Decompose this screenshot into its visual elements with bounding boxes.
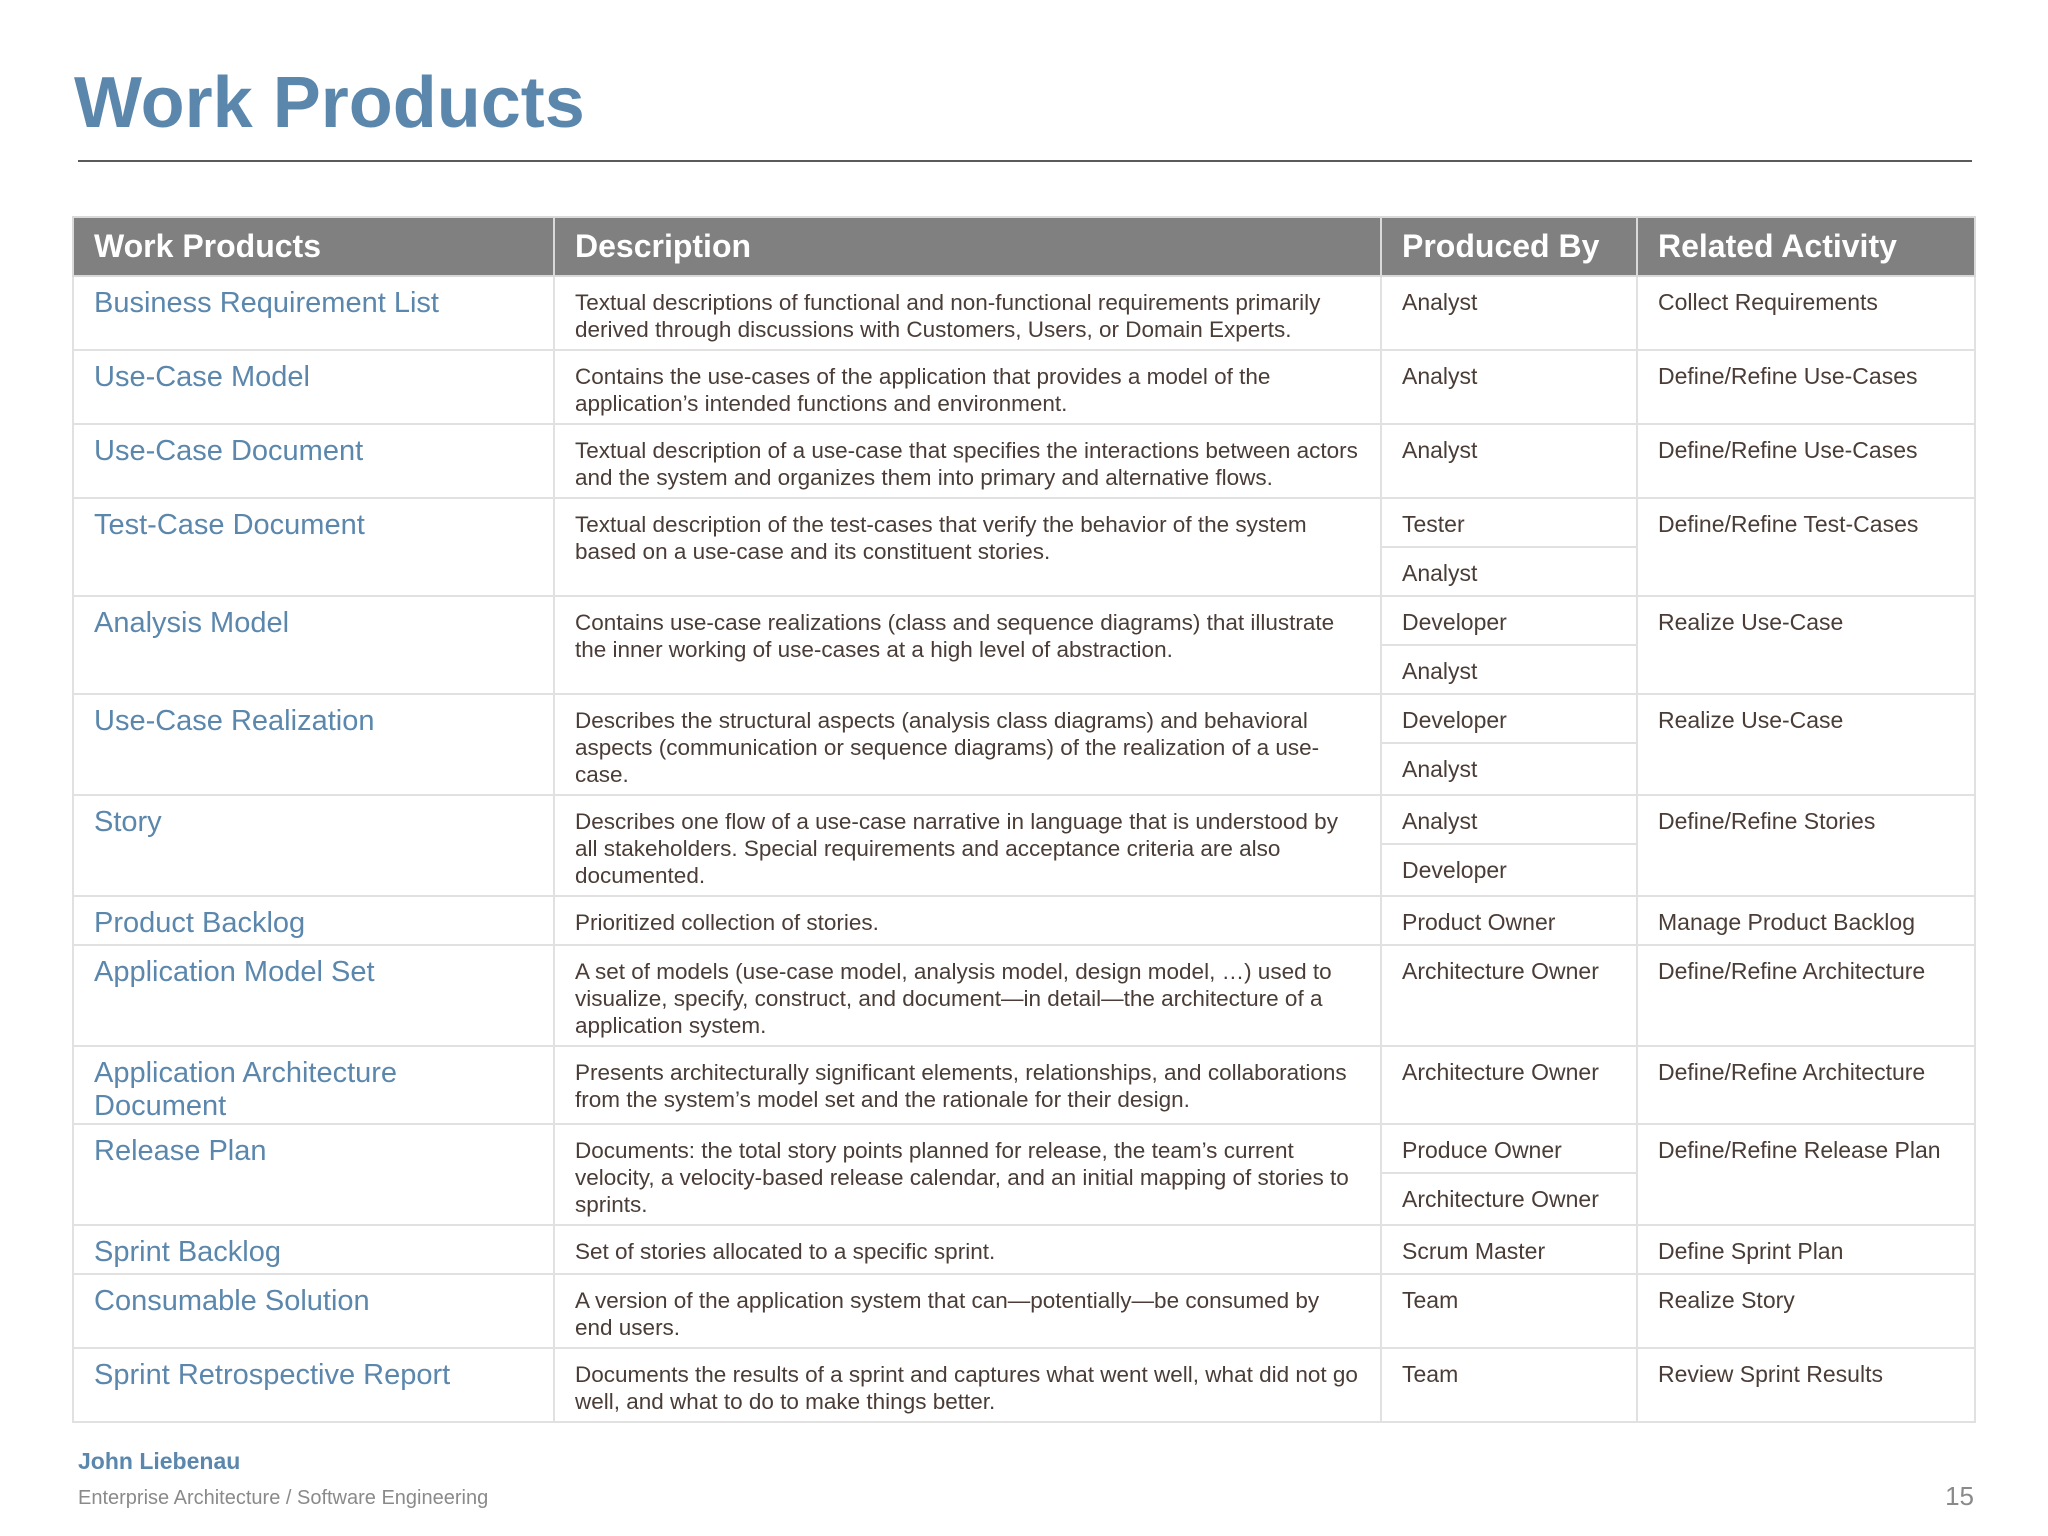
work-product-name: Use-Case Model — [73, 350, 554, 424]
produced-by-role: Analyst — [1402, 363, 1478, 389]
work-product-description: Documents the results of a sprint and captures what went well, what did not go well, and what to do to make things better. — [554, 1348, 1381, 1422]
related-activity: Collect Requirements — [1637, 276, 1975, 350]
work-product-description: Presents architecturally significant elements, relationships, and collaborations from the system’s model set and the rationale for their design. — [554, 1046, 1381, 1124]
produced-by-cell — [1381, 596, 1637, 694]
related-activity: Define/Refine Architecture — [1637, 945, 1975, 1046]
header-work-products: Work Products — [73, 217, 554, 276]
related-activity: Define/Refine Stories — [1637, 795, 1975, 896]
table-row — [73, 498, 1975, 596]
table-body — [73, 276, 1975, 1422]
related-activity: Define/Refine Architecture — [1637, 1046, 1975, 1124]
produced-by-role: Tester — [1402, 511, 1465, 537]
header-description: Description — [554, 217, 1381, 276]
table-row — [73, 1274, 1975, 1348]
title-divider — [78, 160, 1972, 162]
produced-by-cell — [1381, 1274, 1637, 1348]
work-product-description: Set of stories allocated to a specific sprint. — [554, 1225, 1381, 1274]
table-row — [73, 424, 1975, 498]
produced-by-cell — [1381, 498, 1637, 596]
work-product-description: Textual description of a use-case that specifies the interactions between actors and the system and organizes them into primary and alternative flows. — [554, 424, 1381, 498]
produced-by-role: Analyst — [1402, 289, 1478, 315]
produced-by-role: Analyst — [1382, 742, 1636, 791]
related-activity: Realize Use-Case — [1637, 694, 1975, 795]
header-produced-by: Produced By — [1381, 217, 1637, 276]
produced-by-role: Developer — [1402, 609, 1507, 635]
produced-by-role: Architecture Owner — [1402, 1059, 1599, 1085]
table-row — [73, 350, 1975, 424]
produced-by-cell — [1381, 945, 1637, 1046]
work-product-description: Textual description of the test-cases that verify the behavior of the system based on a use-case and its constituent stories. — [554, 498, 1381, 596]
produced-by-cell — [1381, 350, 1637, 424]
table-row — [73, 694, 1975, 795]
header-related-activity: Related Activity — [1637, 217, 1975, 276]
work-product-name: Test-Case Document — [73, 498, 554, 596]
produced-by-role: Analyst — [1402, 808, 1478, 834]
produced-by-role: Analyst — [1382, 546, 1636, 595]
produced-by-cell — [1381, 276, 1637, 350]
related-activity: Define/Refine Release Plan — [1637, 1124, 1975, 1225]
work-product-name: Product Backlog — [73, 896, 554, 945]
footer-author: John Liebenau — [78, 1448, 241, 1474]
work-product-name: Analysis Model — [73, 596, 554, 694]
produced-by-role: Architecture Owner — [1382, 1172, 1636, 1221]
table-row — [73, 1225, 1975, 1274]
table-row — [73, 1046, 1975, 1124]
produced-by-role: Developer — [1382, 843, 1636, 892]
table-row — [73, 276, 1975, 350]
work-product-name: Consumable Solution — [73, 1274, 554, 1348]
related-activity: Review Sprint Results — [1637, 1348, 1975, 1422]
produced-by-role: Team — [1402, 1361, 1459, 1387]
work-product-name: Business Requirement List — [73, 276, 554, 350]
table-row — [73, 596, 1975, 694]
produced-by-cell — [1381, 1348, 1637, 1422]
work-product-name: Application Architecture Document — [73, 1046, 554, 1124]
produced-by-cell — [1381, 1124, 1637, 1225]
produced-by-cell — [1381, 424, 1637, 498]
produced-by-role: Analyst — [1382, 644, 1636, 693]
related-activity: Realize Use-Case — [1637, 596, 1975, 694]
produced-by-role: Developer — [1402, 707, 1507, 733]
work-product-description: A version of the application system that can—potentially—be consumed by end users. — [554, 1274, 1381, 1348]
produced-by-role: Scrum Master — [1402, 1238, 1546, 1264]
work-product-name: Use-Case Realization — [73, 694, 554, 795]
work-product-description: Textual descriptions of functional and non-functional requirements primarily derived through discussions with Customers, Users, or Domain Experts. — [554, 276, 1381, 350]
work-product-description: Describes the structural aspects (analysis class diagrams) and behavioral aspects (communication or sequence diagrams) of the realization of a use-case. — [554, 694, 1381, 795]
related-activity: Define/Refine Use-Cases — [1637, 424, 1975, 498]
related-activity: Define/Refine Use-Cases — [1637, 350, 1975, 424]
slide-title: Work Products — [74, 63, 585, 143]
related-activity: Realize Story — [1637, 1274, 1975, 1348]
produced-by-role: Product Owner — [1402, 909, 1556, 935]
produced-by-cell — [1381, 795, 1637, 896]
table-row — [73, 795, 1975, 896]
produced-by-role: Produce Owner — [1402, 1137, 1562, 1163]
work-product-description: Documents: the total story points planned for release, the team’s current velocity, a velocity-based release calendar, and an initial mapping of stories to sprints. — [554, 1124, 1381, 1225]
work-product-name: Release Plan — [73, 1124, 554, 1225]
produced-by-cell — [1381, 1046, 1637, 1124]
produced-by-role: Architecture Owner — [1402, 958, 1599, 984]
related-activity: Manage Product Backlog — [1637, 896, 1975, 945]
produced-by-cell — [1381, 1225, 1637, 1274]
work-product-description: Prioritized collection of stories. — [554, 896, 1381, 945]
footer-subtitle: Enterprise Architecture / Software Engineering — [78, 1487, 489, 1509]
table-header-row — [73, 217, 1975, 276]
work-product-name: Story — [73, 795, 554, 896]
produced-by-cell — [1381, 896, 1637, 945]
work-product-name: Sprint Retrospective Report — [73, 1348, 554, 1422]
page-number: 15 — [1945, 1481, 1974, 1511]
produced-by-cell — [1381, 694, 1637, 795]
table-row — [73, 945, 1975, 1046]
related-activity: Define/Refine Test-Cases — [1637, 498, 1975, 596]
work-product-name: Use-Case Document — [73, 424, 554, 498]
work-products-table — [72, 216, 1976, 1423]
work-product-name: Application Model Set — [73, 945, 554, 1046]
work-product-name: Sprint Backlog — [73, 1225, 554, 1274]
work-product-description: Contains the use-cases of the application that provides a model of the application’s intended functions and environment. — [554, 350, 1381, 424]
table-row — [73, 1348, 1975, 1422]
table-row — [73, 896, 1975, 945]
work-product-description: A set of models (use-case model, analysis model, design model, …) used to visualize, specify, construct, and document—in detail—the architecture of a application system. — [554, 945, 1381, 1046]
produced-by-role: Team — [1402, 1287, 1459, 1313]
related-activity: Define Sprint Plan — [1637, 1225, 1975, 1274]
work-product-description: Describes one flow of a use-case narrative in language that is understood by all stakeholders. Special requirements and acceptance criteria are also documented. — [554, 795, 1381, 896]
work-product-description: Contains use-case realizations (class and sequence diagrams) that illustrate the inner working of use-cases at a high level of abstraction. — [554, 596, 1381, 694]
table-row — [73, 1124, 1975, 1225]
produced-by-role: Analyst — [1402, 437, 1478, 463]
